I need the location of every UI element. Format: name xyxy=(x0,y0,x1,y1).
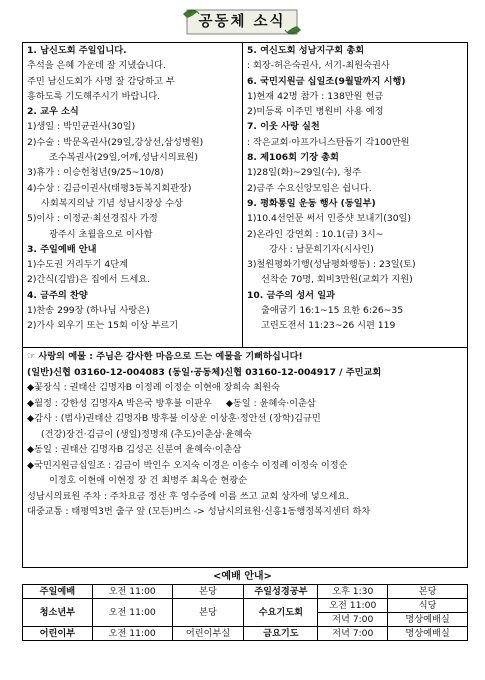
right-item-heading: 9. 평화통일 운동 행사 (동일부) xyxy=(247,197,376,209)
schedule-cell: 명상예배실 xyxy=(388,627,468,641)
column-divider xyxy=(242,42,243,347)
bottom-item-heading: ☞ 사랑의 예물 : 주님은 감사한 마음으로 드는 예물을 기뻐하십니다! xyxy=(27,351,303,362)
schedule-cell: 주일성경공부 xyxy=(244,585,318,599)
left-item-line: 주민 남신도회가 사명 잘 감당하고 부 xyxy=(27,75,175,87)
schedule-cell: 어린이부실 xyxy=(172,627,244,641)
right-item-line: 강사 : 남문희기자(시사인) xyxy=(269,243,374,255)
bottom-item-line: 대중교통 : 태평역3번 출구 앞 (모든)버스 -> 성남시의료원·신흥1동행정복지센터 하차 xyxy=(27,506,371,517)
schedule-cell: 오전 11:00 xyxy=(92,599,172,627)
left-item-line: 2)가사 외우기 또는 15회 이상 부르기 xyxy=(27,320,179,332)
schedule-cell: 오전 11:00 xyxy=(318,599,388,613)
bottom-item-heading: (일반)신협 03160-12-004083 (동일·공동체)신협 03160-12-004917 / 주민교회 xyxy=(27,366,382,378)
left-column xyxy=(27,44,241,335)
left-item-line: 조수복권사(29일,어깨,성남시의료원) xyxy=(49,152,198,164)
right-item-line: 1)10.4선언문 써서 인증샷 보내기(30일) xyxy=(247,213,412,225)
schedule-cell: 본당 xyxy=(172,599,244,627)
right-item-heading: 7. 이웃 사랑 실천 xyxy=(247,121,320,133)
bottom-item-line: 성남시의료원 주차 : 주차요금 정산 후 영수증에 이름 쓰고 교회 상자에 넣으세요. xyxy=(27,490,350,502)
schedule-cell: 수요기도회 xyxy=(244,599,318,627)
schedule-row xyxy=(23,585,468,599)
right-item-heading: 10. 금주의 성서 일과 xyxy=(247,289,335,301)
bottom-item-line: ◆꽃장식 : 권태산 김명자B 이정례 이정순 이현애 장희숙 최원숙 xyxy=(27,382,280,393)
offerings-section xyxy=(27,350,465,521)
schedule-cell: 본당 xyxy=(172,585,244,599)
left-item-line: 광주시 초월읍으로 이사함 xyxy=(49,228,153,240)
right-item-heading: 8. 제106회 기장 총회 xyxy=(247,152,339,164)
left-item-heading: 2. 교우 소식 xyxy=(27,106,79,118)
schedule-cell: 오후 1:30 xyxy=(318,585,388,599)
left-item-heading: 4. 금주의 찬양 xyxy=(27,289,88,301)
schedule-cell: 본당 xyxy=(388,585,468,599)
right-item-line: 선착순 70명, 회비3만원(교회가 지원) xyxy=(261,274,413,286)
right-item-line: 고린도전서 11:23~26 시편 119 xyxy=(261,320,396,332)
left-item-heading: 3. 주일예배 안내 xyxy=(27,243,97,255)
bottom-item-line: ◆동일 : 권태산 김명자B 김성곤 신분여 윤혜숙·이춘삼 xyxy=(27,444,242,455)
right-item-line: 2)금주 수요신앙모임은 쉽니다. xyxy=(247,182,372,194)
right-item-line: 출애굽기 16:1~15 요한 6:26~35 xyxy=(261,305,404,317)
left-item-line: 사회복지의날 기념 성남시장상 수상 xyxy=(41,197,183,209)
left-item-line: 2)간식(김밥)은 집에서 드세요. xyxy=(27,274,150,286)
right-column xyxy=(247,44,466,335)
schedule-cell: 저녁 7:00 xyxy=(318,627,388,641)
title-banner xyxy=(183,6,301,36)
schedule-title: <예배 안내> xyxy=(213,571,272,582)
left-item-line: 1)찬송 299장 (하나님 사랑은) xyxy=(27,305,150,317)
bottom-item-line: ◆감사 : (범사)권태산 김명자B 방후불 이상운 이상훈·정안선 (장학)김규민 xyxy=(27,413,321,424)
right-item-line: 2)온라인 강연회 : 10.1(금) 3시~ xyxy=(247,228,384,240)
right-item-line: 1)현재 42명 참가 : 138만원 헌금 xyxy=(247,90,384,102)
bottom-item-line: ◆월정 : 강한성 김명자A 박은국 방후불 이판우 ◆동일 : 윤혜숙·이춘삼 xyxy=(27,397,316,409)
right-item-line: 3)철원평화기행(성남평화행동) : 23일(토) xyxy=(247,259,416,271)
right-item-line: 1)28일(화)~29일(수), 청주 xyxy=(247,167,361,179)
schedule-cell: 주일예배 xyxy=(23,585,93,599)
left-item-line: 2)수술 : 박문옥권사(29일,강상선,삼성병원) xyxy=(27,136,204,148)
schedule-cell: 오전 11:00 xyxy=(92,627,172,641)
bottom-item-line: ◆국민지원금십일조 : 김금이 박인수 오지숙 이경은 이송수 이정례 이정숙 이정순 xyxy=(27,459,348,471)
right-item-heading: 5. 여신도회 성남지구회 총회 xyxy=(247,45,365,56)
left-item-line: 1)수도권 거리두기 4단계 xyxy=(27,259,128,271)
worship-schedule-table xyxy=(22,584,468,641)
page-title: 공동체 소식 xyxy=(198,14,286,30)
left-item-line: 1)생일 : 박민균권사(30일) xyxy=(27,121,136,133)
left-item-line: 5)이사 : 이정균·최선경집사 가정 xyxy=(27,213,158,225)
dongil-inline-label: ◆동일 : 윤혜숙·이춘삼 xyxy=(225,397,316,409)
schedule-row xyxy=(23,599,468,613)
schedule-cell: 명상예배실 xyxy=(388,613,468,627)
schedule-cell: 금요기도 xyxy=(244,627,318,641)
left-item-heading: 1. 남신도회 주일입니다. xyxy=(27,45,127,56)
right-item-line: : 작은교회·아프가니스탄돕기 각100만원 xyxy=(247,136,410,148)
schedule-cell: 식당 xyxy=(388,599,468,613)
left-item-line: 3)휴가 : 이승헌청년(9/25~10/8) xyxy=(27,167,164,179)
section-divider xyxy=(22,347,468,348)
schedule-cell: 오전 11:00 xyxy=(92,585,172,599)
bottom-item-line: 이정호 이현애 이현정 장 건 최병주 최옥순 현광순 xyxy=(49,475,247,486)
right-item-line: : 회장-허은숙권사, 서기-최원숙권사 xyxy=(247,60,390,72)
right-item-heading: 6. 국민지원금 십일조(9월말까지 시행) xyxy=(247,75,406,87)
schedule-cell: 어린이부 xyxy=(23,627,93,641)
schedule-cell: 청소년부 xyxy=(23,599,93,627)
left-item-line: 흥하도록 기도해주시기 바랍니다. xyxy=(27,90,161,102)
bottom-item-line: (건강)장건·김금이 (생일)정명재 (추도)이춘삼·윤혜숙 xyxy=(41,428,252,440)
schedule-cell: 저녁 7:00 xyxy=(318,613,388,627)
left-item-line: 4)수상 : 김금이권사(태평3동복지회관장) xyxy=(27,182,192,194)
right-item-line: 2)미등록 이주민 병원비 사용 예정 xyxy=(247,106,384,118)
left-item-line: 추석을 은혜 가운데 잘 지냈습니다. xyxy=(27,60,166,72)
schedule-row xyxy=(23,627,468,641)
